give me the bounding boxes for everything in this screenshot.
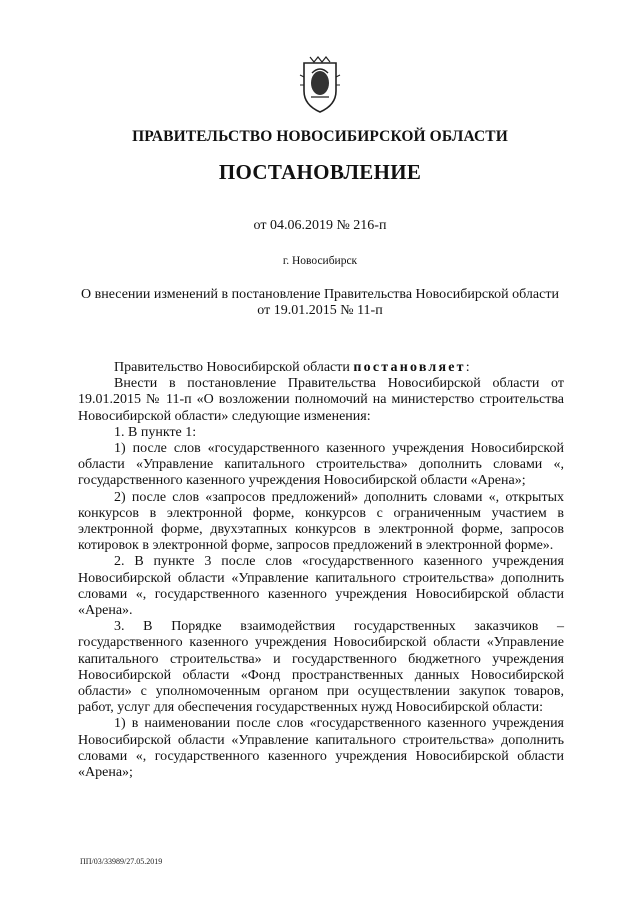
intro-decree-word: постановляет bbox=[353, 360, 466, 375]
organization-title: ПРАВИТЕЛЬСТВО НОВОСИБИРСКОЙ ОБЛАСТИ bbox=[132, 128, 508, 145]
document-body bbox=[78, 360, 564, 781]
body-paragraph: 3. В Порядке взаимодействия государственных заказчиков – государственного казенного учреждения Новосибирской области «Управление капитального строительства» и государственного бюджетного учреждения Новосибирской области «Фонд пространственных данных Новосибирской области» с уполномоченным органом при осуществлении закупок товаров, работ, услуг для обеспечения государственных нужд Новосибирской области: bbox=[78, 619, 564, 716]
document-footer-code: ПП/03/33989/27.05.2019 bbox=[80, 857, 163, 866]
intro-suffix: : bbox=[465, 360, 470, 375]
intro-prefix: Правительство Новосибирской области bbox=[114, 360, 354, 375]
document-subject bbox=[80, 287, 560, 319]
body-paragraph: 1. В пункте 1: bbox=[114, 424, 197, 440]
body-paragraph: 2) после слов «запросов предложений» дополнить словами «, открытых конкурсов в электронной форме, конкурсов с ограниченным участием в электронной форме, двухэтапных конкурсов в электронной форме, запросов котировок в электронной форме, запросов предложений в электронной форме». bbox=[78, 489, 564, 554]
body-paragraph: Внести в постановление Правительства Новосибирской области от 19.01.2015 № 11-п «О возложении полномочий на министерство строительства Новосибирской области» следующие изменения: bbox=[78, 376, 564, 424]
body-paragraph: 2. В пункте 3 после слов «государственного казенного учреждения Новосибирской области «Управление капитального строительства» дополнить словами «, государственного казенного учреждения Новосибирской области «Арена». bbox=[78, 554, 564, 619]
document-city: г. Новосибирск bbox=[282, 255, 358, 267]
subject-line: от 19.01.2015 № 11-п bbox=[257, 303, 383, 318]
body-paragraph: 1) в наименовании после слов «государственного казенного учреждения Новосибирской области «Управление капитального строительства» дополнить словами «, государственного казенного учреждения Новосибирской области «Арена»; bbox=[78, 716, 564, 781]
intro-paragraph bbox=[78, 360, 564, 376]
document-date-number: от 04.06.2019 № 216-п bbox=[253, 218, 387, 233]
document-type-title: ПОСТАНОВЛЕНИЕ bbox=[218, 160, 422, 184]
subject-line: О внесении изменений в постановление Правительства Новосибирской области bbox=[81, 287, 559, 302]
body-paragraph: 1) после слов «государственного казенного учреждения Новосибирской области «Управление капитального строительства» дополнить словами «, государственного казенного учреждения Новосибирской области «Арена»; bbox=[78, 441, 564, 489]
coat-of-arms-icon bbox=[298, 55, 342, 115]
